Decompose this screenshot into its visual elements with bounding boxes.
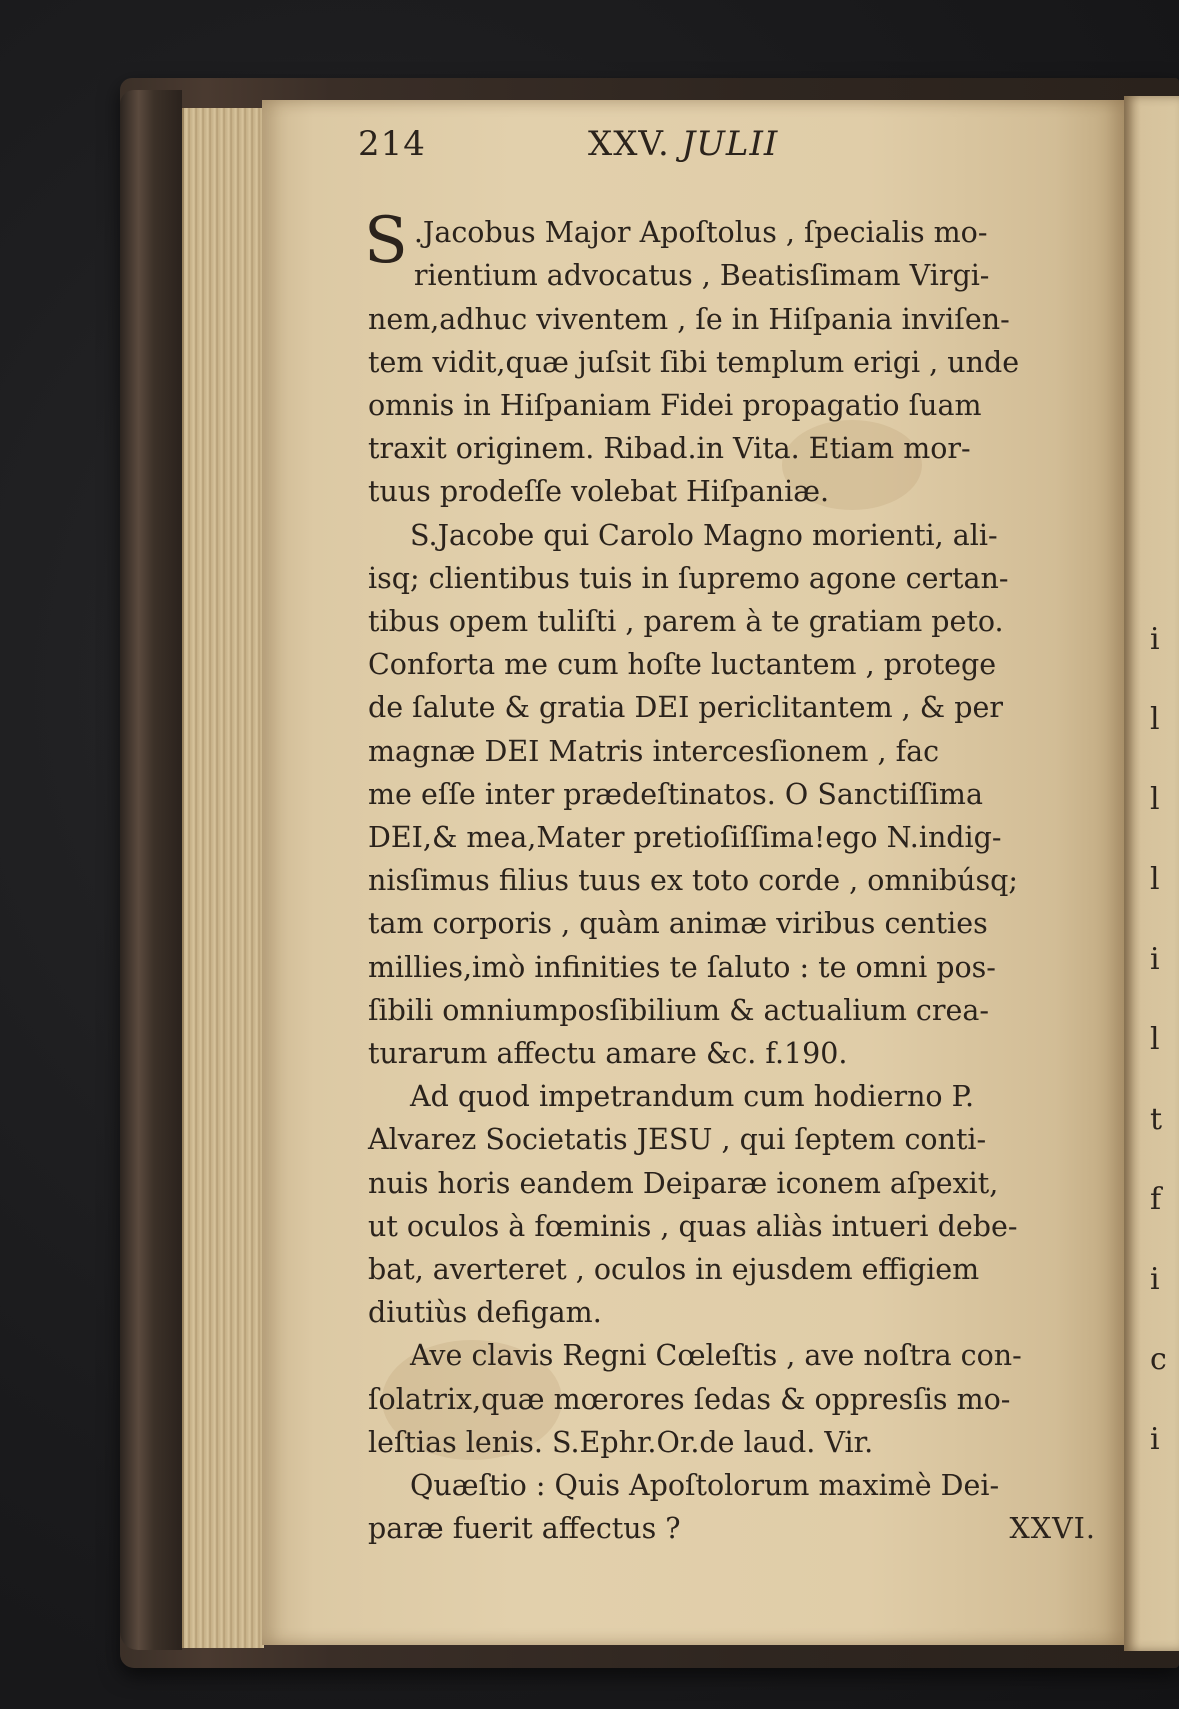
final-line [368, 1507, 1116, 1550]
page-number: 214 [358, 124, 426, 164]
paragraph-1-text: .Jacobus Major Apoſtolus , ſpecialis mo- rientium advocatus , Beatisſimam Virgi- nem,adhuc viventem , ſe in Hiſpania inviſen- tem vidit,quæ juſsit ſibi templum erigi , unde omnis in Hiſpaniam Fidei propagatio ſuam traxit originem. Ribad.in Vita. Etiam mor- tuus prodeſſe volebat Hiſpaniæ. [368, 216, 1020, 509]
facing-page-letters: i l l l i l t f i c i [1150, 622, 1167, 1457]
paragraph-3: Ad quod impetrandum cum hodierno P. Alvarez Societatis JESU , qui ſeptem conti- nuis horis eandem Deiparæ iconem aſpexit, ut oculos à fœminis , quas aliàs intueri debe- bat, averteret , oculos in ejusdem effigiem diutiùs defigam. [368, 1080, 1018, 1330]
page-header [358, 118, 1116, 168]
running-head-date: XXV. [588, 124, 682, 164]
paragraph-1 [364, 168, 1116, 514]
page-text [358, 118, 1116, 1551]
drop-capital: S [364, 204, 408, 279]
running-head-month: JULII [681, 124, 779, 164]
page-edges [182, 108, 264, 1648]
book-spine [120, 90, 182, 1650]
running-head [588, 124, 778, 164]
catchword: XXVI. [1009, 1512, 1096, 1546]
paragraph-4: Ave clavis Regni Cœleſtis , ave noſtra con- ſolatrix,quæ mœrores ſedas & oppresſis mo- leſtias lenis. S.Ephr.Or.de laud. Vir. [368, 1339, 1022, 1459]
paragraph-2: S.Jacobe qui Carolo Magno morienti, ali- isq; clientibus tuis in ſupremo agone certan- tibus opem tuliſti , parem à te gratiam peto. Conforta me cum hoſte luctantem , protege de ſalute & gratia DEI periclitantem , & per magnæ DEI Matris intercesſionem , fac me eſſe inter prædeſtinatos. O Sanctiſſima DEI,& mea,Mater pretioſiſſima!ego N.indig- nisſimus filius tuus ex toto corde , omnibúsq; tam corporis , quàm animæ viribus centies millies,imò infinities te ſaluto : te omni pos- ſibili omniumposſibilium & actualium crea- turarum affectu amare &c. f.190. [368, 518, 1018, 1071]
paragraph-5: Quæſtio : Quis Apoſtolorum maximè Dei- [410, 1469, 1000, 1503]
final-line-text: paræ fuerit affectus ? [368, 1512, 681, 1546]
